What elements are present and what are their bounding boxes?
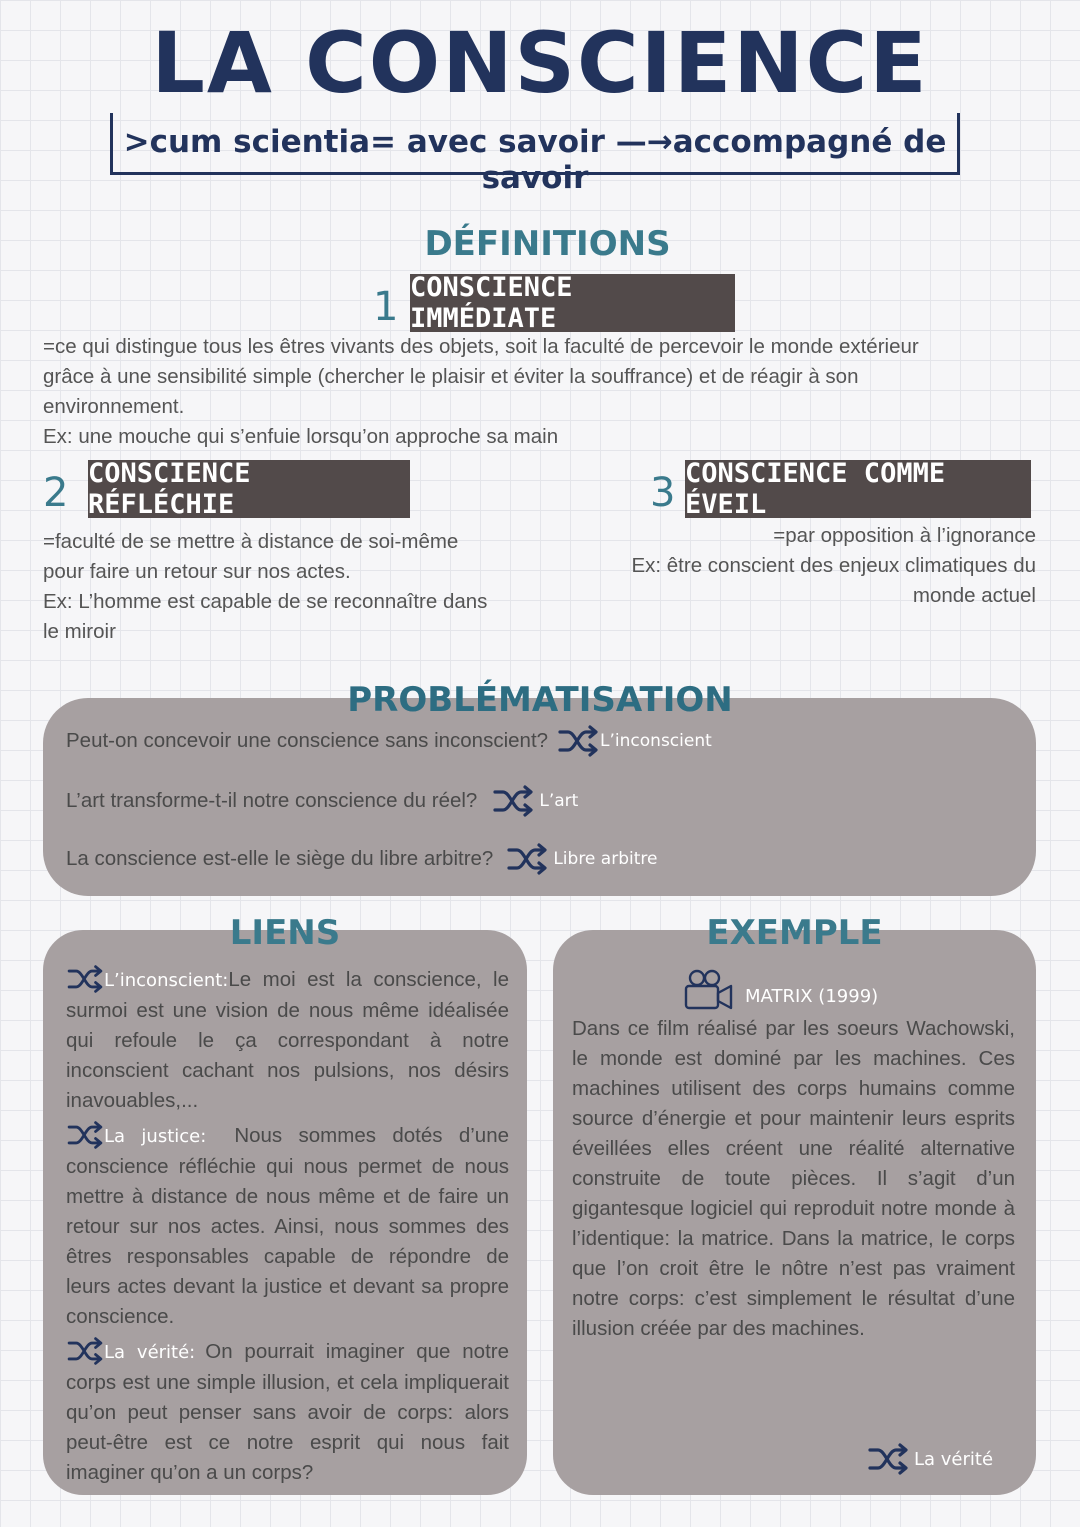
question-2: L’art transforme-t-il notre conscience du réel? L’art [66,784,578,818]
shuffle-icon [66,964,104,994]
exemple-text: Dans ce film réalisé par les soeurs Wachowski, le monde est dominé par les machines. Ces machines utilisent des corps humains comme source d’énergie et pour maintenir leurs esprits éveillées elles créent une réalité alternative construite de toute pièces. Il s’agit d’un gigantesque logiciel qui reproduit notre monde à l’identique: la matrice. Dans la matrice, le corps que l’on croit être le nôtre n’est pas vraiment notre corps: c’est simplement le résultat d’une illusion créée par des machines. [572,1017,1015,1340]
etymology: >cum scientia= avec savoir —→accompagné de savoir [123,124,947,196]
liens-content [66,964,509,1488]
shuffle-icon [505,842,549,876]
definitions-heading: DÉFINITIONS [424,224,671,264]
definition-3-number: 3 [650,470,676,516]
shuffle-icon [866,1442,910,1476]
definition-3-label: CONSCIENCE COMME ÉVEIL [685,460,1031,518]
question-3-tag: Libre arbitre [553,849,658,869]
lien-item: La justice: Nous sommes dotés d’une conscience réfléchie qui nous permet de nous mettre à distance de nous même et de faire un retour sur nos actes. Ainsi, nous sommes des êtres responsables capable de répondre de leurs actes devant la justice et devant sa propre conscience. [66,1120,509,1332]
definition-2-label: CONSCIENCE RÉFLÉCHIE [88,460,410,518]
exemple-tag-row [866,1442,993,1476]
question-1-tag: L’inconscient [600,731,712,751]
lien-tag: La vérité: [104,1342,196,1363]
shuffle-icon [556,724,600,758]
shuffle-icon [491,784,535,818]
shuffle-icon [66,1336,104,1366]
definition-2-number: 2 [43,470,69,516]
shuffle-icon [66,1120,104,1150]
problematisation-heading: PROBLÉMATISATION [347,680,733,720]
lien-item: La vérité: On pourrait imaginer que notre corps est une simple illusion, et cela impliquerait qu’on peut penser sans avoir de corps: alors peut-être est ce notre esprit qui nous fait imaginer qu’on a un corps? [66,1336,509,1488]
lien-tag: La justice: [104,1126,207,1147]
question-2-tag: L’art [539,791,579,811]
definition-1-label: CONSCIENCE IMMÉDIATE [410,274,735,332]
question-1: Peut-on concevoir une conscience sans inconscient? L’inconscient [66,724,712,758]
definition-1-number: 1 [373,284,399,330]
film-title: MATRIX (1999) [745,985,879,1007]
definition-2-text: =faculté de se mettre à distance de soi-même pour faire un retour sur nos actes. Ex: L’homme est capable de se reconnaître dans le miroir [43,530,488,643]
film-title-row [683,968,878,1012]
definition-1-text: =ce qui distingue tous les êtres vivants des objets, soit la faculté de percevoir le monde extérieur grâce à une sensibilité simple (chercher le plaisir et éviter la souffrance) et de réagir à son environnement. Ex: une mouche qui s’enfuie lorsqu’on approche sa main [43,335,919,448]
question-3: La conscience est-elle le siège du libre arbitre? Libre arbitre [66,842,657,876]
lien-item: L’inconscient:Le moi est la conscience, le surmoi est une vision de nous même idéalisée qui refoule le ça correspondant à notre inconscient cachant nos pulsions, nos désirs inavouables,... [66,964,509,1116]
page-title: LA CONSCIENCE [151,14,929,112]
video-camera-icon [683,968,735,1012]
definition-3-text: =par opposition à l’ignorance Ex: être conscient des enjeux climatiques du monde actuel [631,524,1036,607]
exemple-tag: La vérité [914,1448,994,1470]
exemple-heading: EXEMPLE [706,913,883,953]
lien-tag: L’inconscient: [104,970,229,991]
liens-heading: LIENS [229,913,341,953]
